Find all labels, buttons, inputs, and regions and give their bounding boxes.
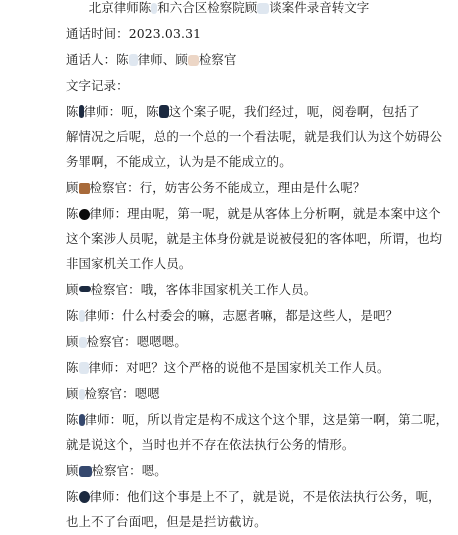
utterance-text: 嗯嗯嗯。 — [136, 334, 187, 349]
dialogue-line — [66, 509, 404, 535]
call-time-value: 2023.03.31 — [128, 26, 202, 41]
speaker-name: 陈 — [66, 412, 79, 427]
speaker-role: 检察官： — [84, 386, 135, 401]
speaker-role: 检察官： — [89, 180, 140, 195]
redaction-mark — [159, 105, 169, 118]
dialogue-line — [66, 432, 404, 458]
dialogue-line — [66, 277, 404, 303]
dialogue-line — [66, 484, 441, 510]
title-part-3: 谈案件录音转文字 — [269, 0, 370, 15]
dialogue-line — [66, 381, 404, 407]
speaker-name: 顾 — [66, 180, 79, 195]
dialogue-line — [66, 355, 404, 381]
redaction-mark — [188, 55, 199, 66]
record-label-line — [66, 73, 404, 99]
utterance-text: 非国家机关工作人员。 — [66, 256, 192, 271]
speaker-name: 陈 — [66, 104, 79, 119]
utterance-text: 嗯嗯 — [134, 386, 160, 401]
redaction-mark — [79, 337, 87, 348]
utterance-text: 行，妨害公务不能成立，理由是什么呢？ — [139, 180, 366, 195]
utterance-text: 务罪啊，不能成立，认为是不能成立的。 — [66, 154, 292, 169]
participants-text-2: 律师、顾 — [137, 52, 188, 67]
utterance-text: 嗯。 — [141, 463, 167, 478]
record-label: 文字记录： — [66, 78, 129, 93]
speaker-role: 律师： — [89, 206, 128, 221]
redaction-mark — [79, 209, 90, 220]
speaker-name: 陈 — [66, 360, 79, 375]
speaker-name: 顾 — [66, 334, 79, 349]
speaker-name: 陈 — [66, 206, 79, 221]
utterance-text: 也上不了台面吧，但是是拦访截访。 — [66, 514, 267, 529]
dialogue-line — [66, 251, 404, 277]
utterance-text: 这个案子呢，我们经过，呃，阅卷啊，包括了 — [168, 104, 420, 119]
dialogue-line — [66, 303, 404, 329]
utterance-text: 呃，陈 — [121, 104, 159, 119]
speaker-role: 律师： — [84, 308, 123, 323]
redaction-mark — [129, 54, 138, 66]
speaker-name: 陈 — [66, 308, 79, 323]
call-time-line — [66, 21, 404, 47]
dialogue-line — [66, 124, 443, 150]
speaker-name: 顾 — [66, 463, 79, 478]
call-participants-line — [66, 47, 404, 73]
speaker-role: 检察官： — [86, 334, 137, 349]
speaker-role: 律师： — [88, 360, 127, 375]
redaction-mark — [79, 491, 90, 503]
title-part-1: 北京律师陈 — [88, 0, 152, 15]
utterance-text: 呃，所以肯定是构不成这个这个罪，这是第一啊，第二呢， — [122, 412, 449, 427]
speaker-role: 律师： — [84, 412, 123, 427]
speaker-name: 陈 — [66, 489, 79, 504]
dialogue-line — [66, 458, 404, 484]
dialogue-line — [66, 175, 404, 201]
dialogue-line — [66, 149, 404, 175]
utterance-text: 解情况之后呢，总的一个总的一个看法呢，就是我们认为这个妨碍公 — [66, 129, 443, 144]
speaker-role: 检察官： — [91, 463, 142, 478]
dialogue-line — [66, 201, 441, 227]
participants-label: 通话人： — [66, 52, 117, 67]
redaction-mark — [79, 466, 92, 477]
speaker-name: 顾 — [66, 386, 79, 401]
document-body — [66, 21, 449, 535]
utterance-text: 就是说这个，当时也并不存在依法执行公务的情形。 — [66, 437, 355, 452]
dialogue-line — [66, 99, 420, 125]
speaker-role: 检察官： — [90, 282, 141, 297]
call-time-label: 通话时间： — [66, 26, 129, 41]
redaction-mark — [79, 286, 91, 292]
speaker-role: 律师： — [83, 104, 122, 119]
utterance-text: 对吧？这个严格的说他不是国家机关工作人员。 — [126, 360, 390, 375]
utterance-text: 什么村委会的嘛，志愿者嘛，都是这些人，是吧？ — [122, 308, 399, 323]
title-part-2: 和六合区检察院顾 — [157, 0, 258, 15]
dialogue-line — [66, 407, 449, 433]
redaction-mark — [79, 362, 89, 374]
utterance-text: 他们这个事是上不了，就是说，不是依法执行公务，呃， — [127, 489, 441, 504]
speaker-name: 顾 — [66, 282, 79, 297]
document-title — [0, 0, 458, 15]
redaction-mark — [79, 183, 90, 194]
speaker-role: 律师： — [89, 489, 128, 504]
participants-text-3: 检察官 — [198, 52, 237, 67]
dialogue-line — [66, 226, 443, 252]
utterance-text: 这个案涉人员呢，就是主体身份就是说被侵犯的客体吧，所谓，也均 — [66, 231, 443, 246]
utterance-text: 理由呢，第一呢，就是从客体上分析啊，就是本案中这个 — [127, 206, 441, 221]
dialogue-line — [66, 329, 404, 355]
redaction-mark — [257, 3, 269, 14]
participants-text-1: 陈 — [116, 52, 129, 67]
utterance-text: 哦，客体非国家机关工作人员。 — [140, 282, 317, 297]
